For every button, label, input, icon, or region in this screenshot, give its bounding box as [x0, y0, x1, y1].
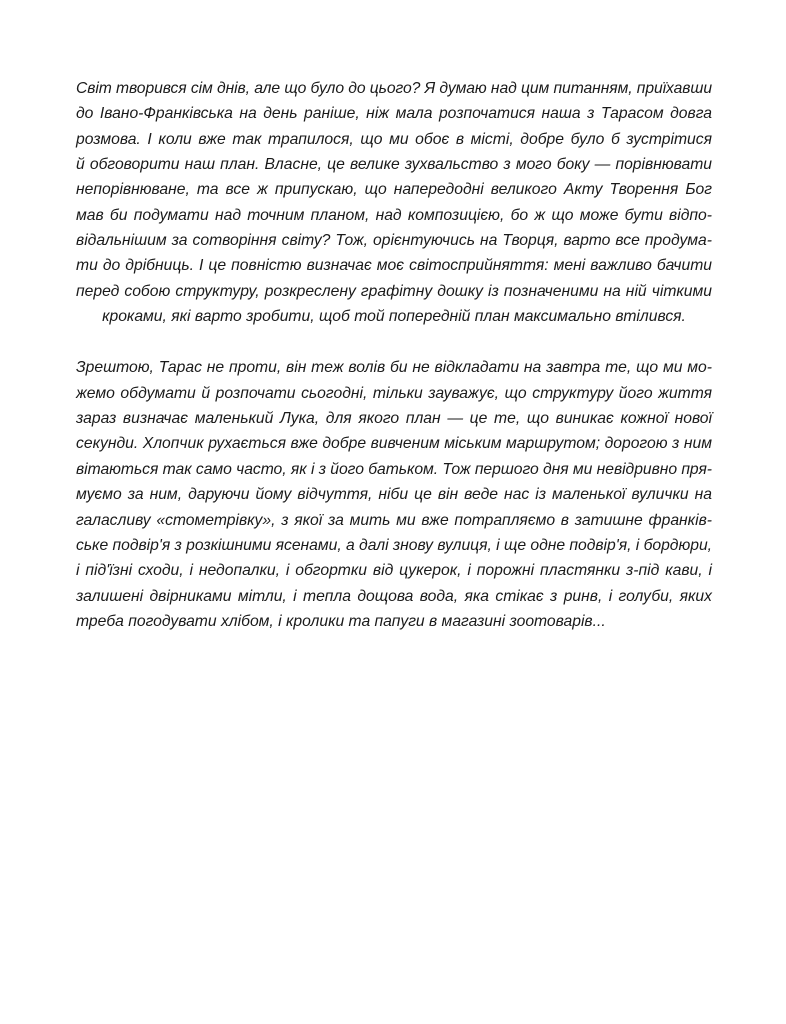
text-line: зараз визначає маленький Лука, для якого план — це те, що виникає кожної нової	[76, 410, 712, 428]
text-line: кроками, які варто зробити, щоб той попередній план максимально втілився.	[102, 308, 686, 326]
text-line: ти до дрібниць. І це повністю визначає моє світосприйняття: мені важливо бачити	[76, 257, 712, 275]
text-line: треба погодувати хлібом, і кролики та папуги в магазині зоотоварів...	[76, 612, 606, 630]
text-line: мав би подумати над точним планом, над композицією, бо ж що може бути відпо-	[76, 206, 712, 224]
text-line: Зрештою, Тарас не проти, він теж волів би не відкладати на завтра те, що ми мо-	[76, 359, 712, 377]
text-line: перед собою структуру, розкреслену графітну дошку із позначеними на ній чіткими	[76, 282, 712, 300]
paragraph-2	[76, 355, 712, 634]
paragraph-spacer	[76, 329, 712, 355]
paragraph-1	[76, 76, 712, 329]
text-line: залишені двірниками мітли, і тепла дощова вода, яка стікає з ринв, і голуби, яких	[76, 587, 712, 605]
text-line: Світ творився сім днів, але що було до цього? Я думаю над цим питанням, приїхавши	[76, 80, 712, 97]
text-line: галасливу «стометрівку», з якої за мить ми вже потрапляємо в затишне франків-	[76, 511, 712, 529]
text-line: жемо обдумати й розпочати сьогодні, тільки зауважує, що структуру його життя	[76, 384, 712, 402]
text-line: секунди. Хлопчик рухається вже добре вивченим міським маршрутом; дорогою з ним	[76, 435, 712, 453]
text-line: і під'їзні сходи, і недопалки, і обгортки від цукерок, і порожні пластянки з-під кави, і	[76, 562, 712, 580]
text-line: непорівнюване, та все ж припускаю, що напередодні великого Акту Творення Бог	[76, 181, 712, 199]
text-line: муємо за ним, даруючи йому відчуття, ніби це він веде нас із маленької вулички на	[76, 486, 712, 504]
text-line: відальнішим за сотворіння світу? Тож, орієнтуючись на Творця, варто все продума-	[76, 232, 712, 250]
document-body	[76, 76, 712, 634]
text-line: розмова. І коли вже так трапилося, що ми обоє в місті, добре було б зустрітися	[76, 130, 712, 148]
text-line: до Івано-Франківська на день раніше, ніж мала розпочатися наша з Тарасом довга	[76, 105, 712, 123]
text-line: ське подвір'я з розкішними ясенами, а далі знову вулиця, і ще одне подвір'я, і бордюри,	[76, 536, 712, 554]
text-line: й обговорити наш план. Власне, це велике зухвальство з мого боку — порівнювати	[76, 156, 712, 174]
text-line: вітаються так само часто, як і з його батьком. Тож першого дня ми невідривно пря-	[76, 460, 712, 478]
